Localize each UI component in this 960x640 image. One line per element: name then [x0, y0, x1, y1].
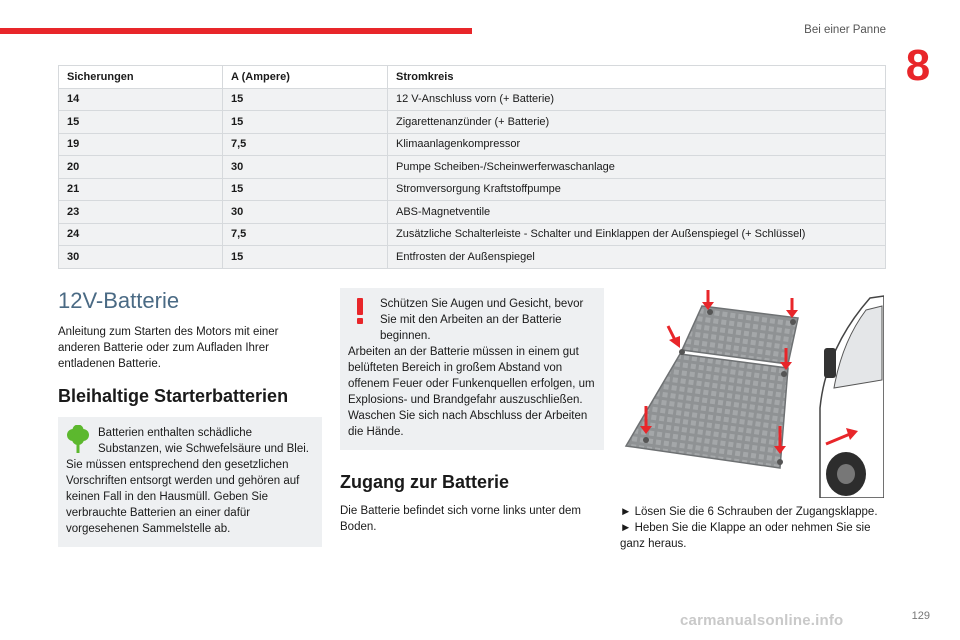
column-battery-intro: [58, 288, 322, 547]
watermark: carmanualsonline.info: [680, 612, 844, 629]
table-cell: 30: [59, 246, 223, 269]
step-item: ► Heben Sie die Klappe an oder nehmen Sie sie ganz heraus.: [620, 522, 871, 550]
table-cell: Klimaanlagenkompressor: [388, 133, 886, 156]
table-row: [59, 246, 886, 269]
note-body-text: Sie müssen entsprechend den gesetzlichen Vorschriften entsorgt werden und gehören auf keinen Fall in den Hausmüll. Geben Sie verbrauchte Batterien an einer dafür vorgesehenen Sammelstelle ab.: [66, 459, 300, 535]
tree-icon: [66, 425, 90, 455]
column-battery-access: [340, 288, 604, 535]
chapter-number: 8: [905, 41, 931, 90]
table-header-cell: Sicherungen: [59, 66, 223, 89]
exclamation-icon: [348, 296, 372, 326]
warning-body-text: Arbeiten an der Batterie müssen in einem gut belüfteten Bereich in großem Abstand von offenem Feuer oder Funkenquellen erfolgen, um Explosions- und Brandgefahr auszuschließen. Waschen Sie sich nach Abschluss der Arbeiten die Hände.: [348, 346, 595, 438]
table-cell: 24: [59, 223, 223, 246]
step-item: ► Lösen Sie die 6 Schrauben der Zugangsklappe.: [620, 506, 878, 518]
warning-note-box: [340, 288, 604, 450]
table-row: [59, 178, 886, 201]
section-title: Bei einer Panne: [804, 24, 886, 36]
warning-lead-text: Schützen Sie Augen und Gesicht, bevor Sie mit den Arbeiten an der Batterie beginnen.: [380, 298, 584, 342]
table-cell: 7,5: [223, 223, 388, 246]
table-cell: 7,5: [223, 133, 388, 156]
table-header-row: [59, 66, 886, 89]
column-illustration: [620, 288, 886, 552]
table-cell: 21: [59, 178, 223, 201]
note-lead-text: Batterien enthalten schädliche Substanzen, wie Schwefelsäure und Blei.: [98, 427, 309, 455]
floor-panel-illustration: [620, 288, 884, 498]
table-cell: 15: [223, 178, 388, 201]
eco-note-box: [58, 417, 322, 547]
table-cell: 15: [223, 88, 388, 111]
table-row: [59, 133, 886, 156]
table-cell: Pumpe Scheiben-/Scheinwerferwaschanlage: [388, 156, 886, 179]
instruction-steps: [620, 504, 886, 552]
access-paragraph: Die Batterie befindet sich vorne links unter dem Boden.: [340, 505, 581, 533]
table-cell: Zigarettenanzünder (+ Batterie): [388, 111, 886, 134]
table-row: [59, 201, 886, 224]
table-cell: 19: [59, 133, 223, 156]
table-cell: 30: [223, 201, 388, 224]
table-header-cell: A (Ampere): [223, 66, 388, 89]
section-heading: 12V-Batterie: [58, 288, 180, 313]
table-row: [59, 223, 886, 246]
table-header-cell: Stromkreis: [388, 66, 886, 89]
table-row: [59, 88, 886, 111]
table-cell: 15: [223, 246, 388, 269]
table-cell: 20: [59, 156, 223, 179]
table-cell: Entfrosten der Außenspiegel: [388, 246, 886, 269]
table-cell: ABS-Magnetventile: [388, 201, 886, 224]
table-cell: 12 V-Anschluss vorn (+ Batterie): [388, 88, 886, 111]
intro-paragraph: Anleitung zum Starten des Motors mit einer anderen Batterie oder zum Aufladen Ihrer entladenen Batterie.: [58, 326, 279, 370]
table-row: [59, 156, 886, 179]
table-row: [59, 111, 886, 134]
subsection-heading: Bleihaltige Starterbatterien: [58, 386, 289, 406]
table-cell: 23: [59, 201, 223, 224]
table-cell: 30: [223, 156, 388, 179]
table-cell: 14: [59, 88, 223, 111]
table-cell: 15: [223, 111, 388, 134]
subsection-heading: Zugang zur Batterie: [340, 472, 510, 492]
table-cell: Stromversorgung Kraftstoffpumpe: [388, 178, 886, 201]
page-number: 129: [911, 610, 930, 622]
fuse-table: [58, 65, 886, 269]
table-cell: 15: [59, 111, 223, 134]
table-cell: Zusätzliche Schalterleiste - Schalter und Einklappen der Außenspiegel (+ Schlüssel): [388, 223, 886, 246]
header-accent-bar: [0, 28, 472, 34]
